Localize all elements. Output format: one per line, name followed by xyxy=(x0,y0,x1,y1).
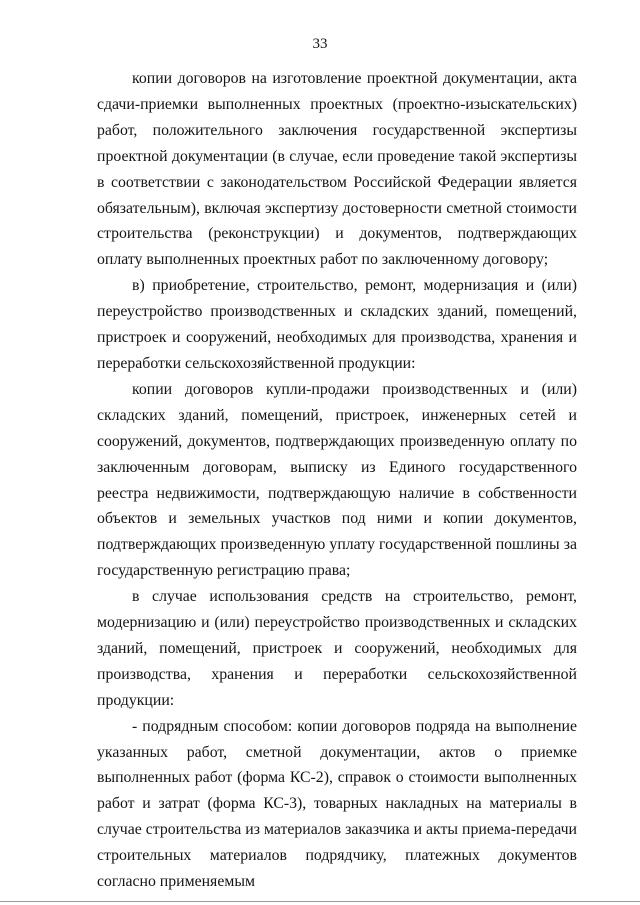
page-number: 33 xyxy=(312,36,328,52)
paragraph-contract-method: - подрядным способом: копии договоров подряда на выполнение указанных работ, сметной документации, актов о приемке выполненных работ (форма КС-2), справок о стоимости выполненных работ и затрат (форма КС-3), товарных накладных на материалы в случае строительства из материалов заказчика и акты приема-передачи строительных материалов подрядчику, платежных документов согласно применяемым xyxy=(97,717,577,891)
paragraph-purchase-contracts: копии договоров купли-продажи производственных и (или) складских зданий, помещений, пристроек, инженерных сетей и сооружений, документов, подтверждающих произведенную оплату по заключенным договорам, выписку из Единого государственного реестра недвижимости, подтверждающую наличие в собственности объектов и земельных участков под ними и копии документов, подтверждающих произведенную уплату государственной пошлины за государственную регистрацию права; xyxy=(97,380,577,580)
paragraph-design-docs: копии договоров на изготовление проектной документации, акта сдачи-приемки выполненных проектных (проектно-изыскательских) работ, положительного заключения государственной экспертизы проектной документации (в случае, если проведение такой экспертизы в соответствии с законодательством Российской Федерации является обязательным), включая экспертизу достоверности сметной стоимости строительства (реконструкции) и документов, подтверждающих оплату выполненных проектных работ по заключенному договору; xyxy=(97,70,577,269)
paragraph-item-v: в) приобретение, строительство, ремонт, модернизация и (или) переустройство производственных и складских зданий, помещений, пристроек и сооружений, необходимых для производства, хранения и переработки сельскохозяйственной продукции: xyxy=(97,277,577,372)
paragraph-construction-funds: в случае использования средств на строительство, ремонт, модернизацию и (или) переустройство производственных и складских зданий, помещений, пристроек и сооружений, необходимых для производства, хранения и переработки сельскохозяйственной продукции: xyxy=(97,588,577,709)
page-bottom-edge xyxy=(0,901,640,902)
document-body xyxy=(97,66,577,895)
